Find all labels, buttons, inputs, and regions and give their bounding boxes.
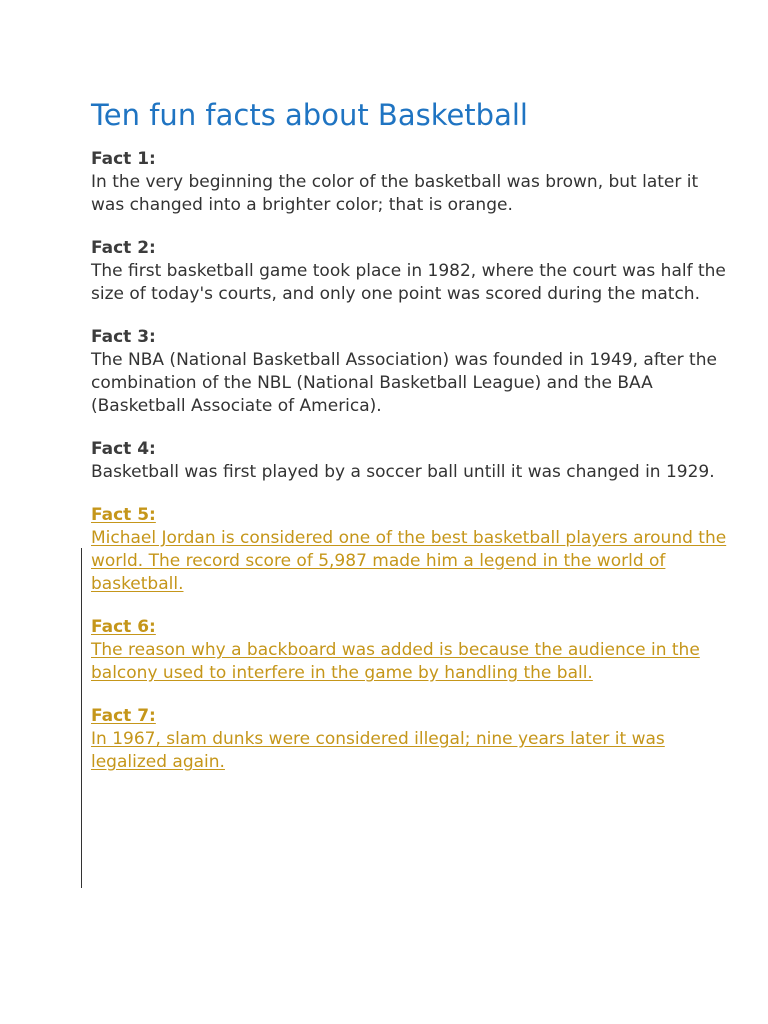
fact-body: Michael Jordan is considered one of the best basketball players around the world. The record score of 5,987 made him a legend in the world of basketball. (91, 528, 727, 594)
fact-heading: Fact 3: (91, 327, 156, 347)
fact-heading: Fact 2: (91, 238, 156, 258)
fact-body: In 1967, slam dunks were considered illegal; nine years later it was legalized again. (91, 729, 665, 772)
fact-body: The NBA (National Basketball Association) was founded in 1949, after the combination of the NBL (National Basketball League) and the BAA (Basketball Associate of America). (91, 350, 717, 416)
document-page (91, 96, 731, 794)
fact-heading: Fact 1: (91, 149, 156, 169)
document-title: Ten fun facts about Basketball (91, 98, 528, 132)
fact-heading: Fact 5: (91, 505, 156, 525)
revision-change-bar (81, 548, 82, 888)
fact-body: Basketball was first played by a soccer ball untill it was changed in 1929. (91, 462, 715, 482)
fact-7 (91, 705, 731, 774)
fact-body: The first basketball game took place in 1982, where the court was half the size of today's courts, and only one point was scored during the match. (91, 261, 726, 304)
fact-heading: Fact 4: (91, 439, 156, 459)
fact-2 (91, 237, 731, 306)
fact-4 (91, 438, 731, 484)
fact-3 (91, 326, 731, 418)
fact-heading: Fact 7: (91, 706, 156, 726)
fact-body: The reason why a backboard was added is because the audience in the balcony used to interfere in the game by handling the ball. (91, 640, 700, 683)
fact-1 (91, 148, 731, 217)
fact-heading: Fact 6: (91, 617, 156, 637)
fact-5 (91, 504, 731, 596)
fact-6 (91, 616, 731, 685)
fact-body: In the very beginning the color of the basketball was brown, but later it was changed into a brighter color; that is orange. (91, 172, 699, 215)
